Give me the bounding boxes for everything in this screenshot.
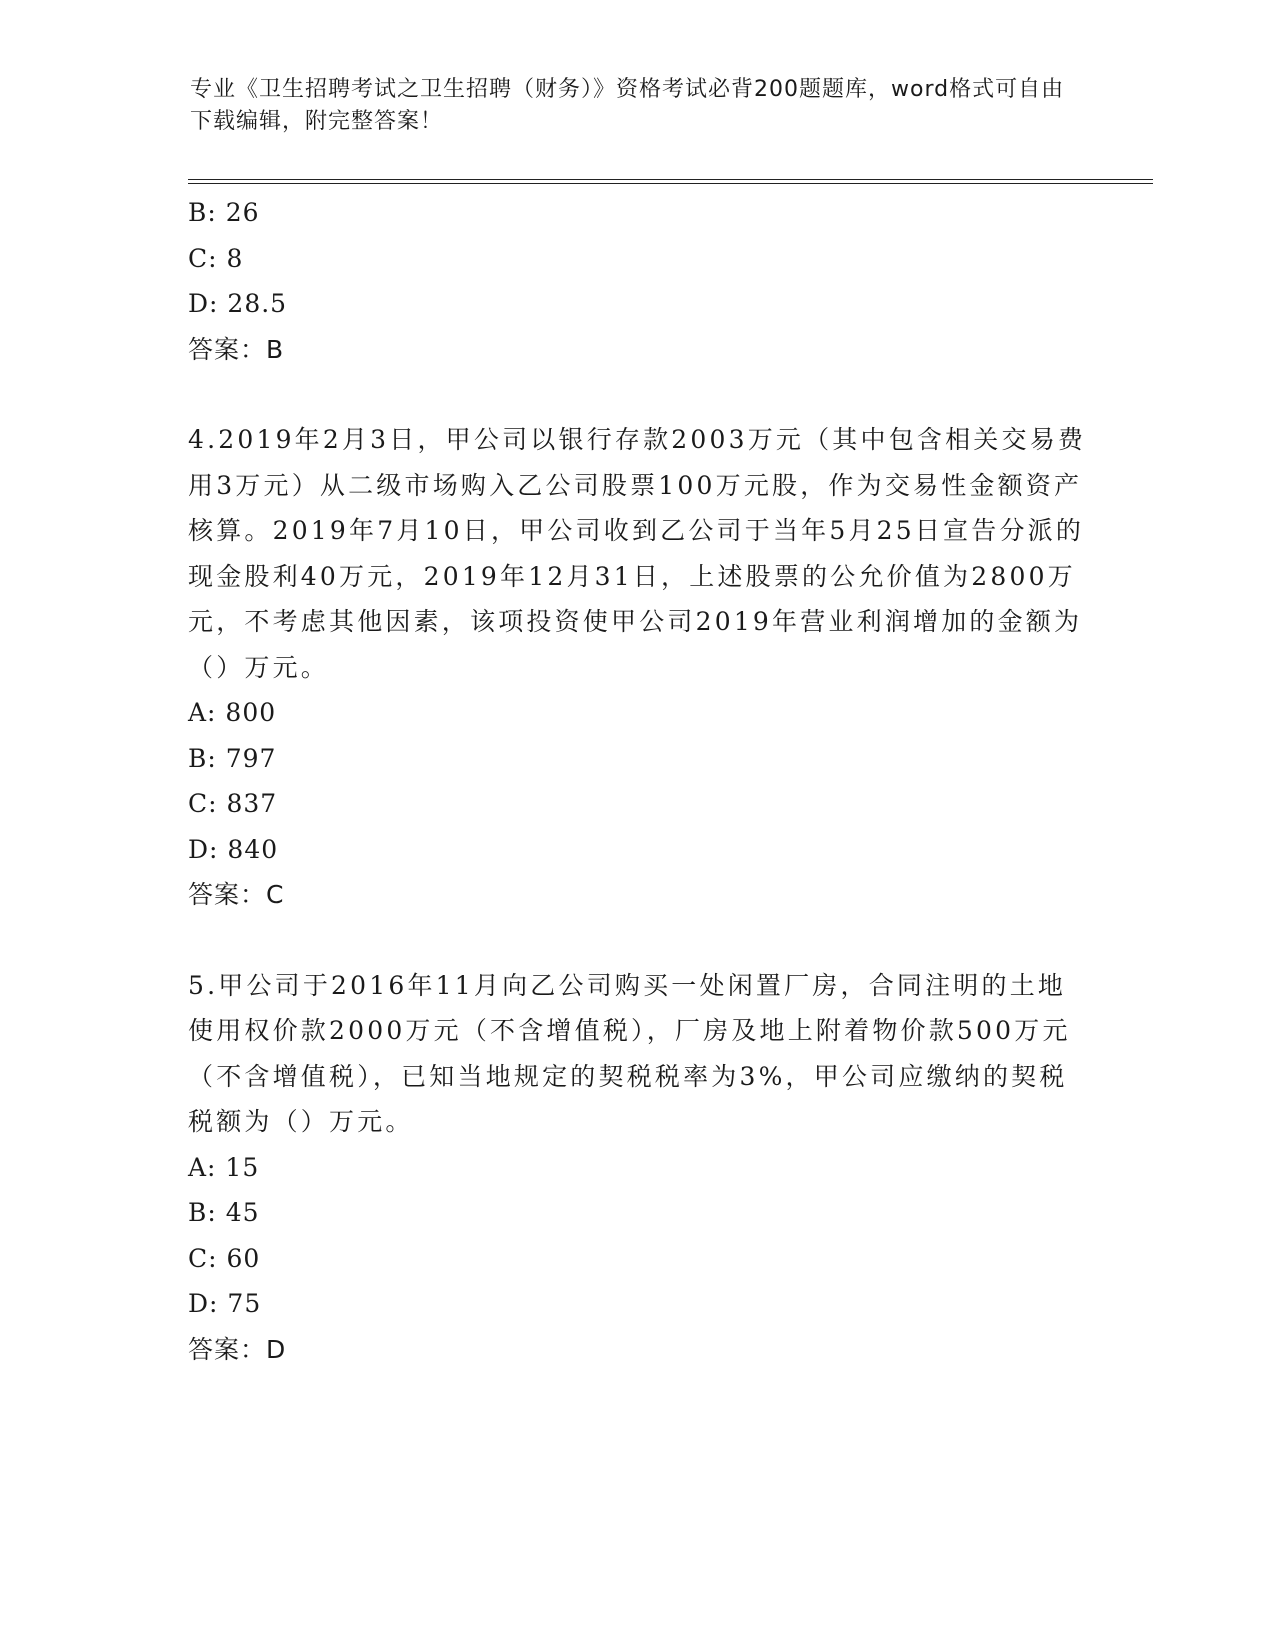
option-b: B: 797 [188,743,277,773]
question-block-3-tail [188,190,1088,372]
question-block-4 [188,417,1088,918]
option-d: D: 75 [188,1289,262,1318]
option-c: C: 837 [188,789,278,818]
document-body [188,190,1088,1372]
answer-line: 答案：D [188,1334,287,1364]
option-c: C: 8 [188,243,244,273]
option-d: D: 28.5 [188,289,288,318]
option-b: B: 45 [188,1198,260,1227]
question-block-5 [188,963,1088,1373]
header-rule-bottom [188,183,1153,184]
option-a: A: 800 [188,698,277,727]
answer-line: 答案：B [188,334,285,364]
answer-line: 答案：C [188,880,285,909]
question-text: 5.甲公司于2016年11月向乙公司购买一处闲置厂房，合同注明的土地使用权价款2000万元（不含增值税），厂房及地上附着物价款500万元（不含增值税），已知当地规定的契税税率为3%，甲公司应缴纳的契税税额为（）万元。 [188,970,1071,1136]
option-a: A: 15 [188,1152,260,1182]
question-text: 4.2019年2月3日，甲公司以银行存款2003万元（其中包含相关交易费用3万元）从二级市场购入乙公司股票100万元股，作为交易性金额资产核算。2019年7月10日，甲公司收到乙公司于当年5月25日宣告分派的现金股利40万元，2019年12月31日，上述股票的公允价值为2800万元，不考虑其他因素，该项投资使甲公司2019年营业利润增加的金额为（）万元。 [188,425,1087,682]
document-header [190,74,1070,138]
header-rule-top [188,179,1153,180]
header-title: 专业《卫生招聘考试之卫生招聘（财务）》资格考试必背200题题库，word格式可自由下载编辑，附完整答案！ [190,77,1065,134]
option-d: D: 840 [188,834,279,864]
option-b: B: 26 [188,198,260,227]
option-c: C: 60 [188,1243,261,1273]
